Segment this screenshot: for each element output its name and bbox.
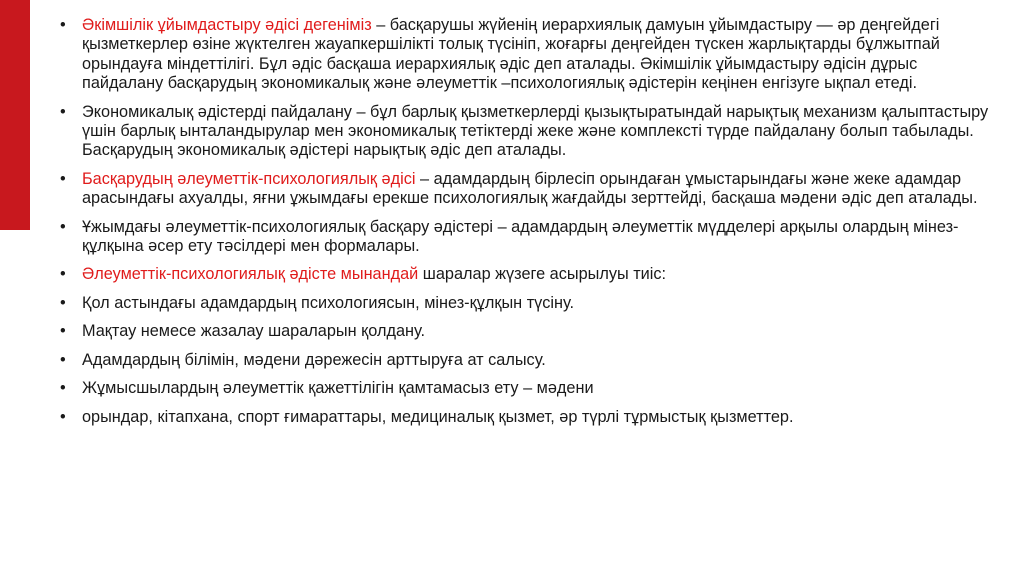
bullet-text: Мақтау немесе жазалау шараларын қолдану. <box>82 322 426 341</box>
bullet-text: Жұмысшылардың әлеуметтік қажеттілігін қамтамасыз ету – мәдени <box>82 379 594 398</box>
bullet-highlight: Басқарудың әлеуметтік-психологиялық әдісі <box>82 169 416 188</box>
bullet-text: – адамдардың бірлесіп орындаған ұмыстарындағы және жеке адамдар арасындағы ахуалды, яғни ұжымдағы ерекше психологиялық жағдайды зерттейді, басқаша мәдени әдіс деп аталады. <box>82 169 978 208</box>
bullet-item-2 <box>60 103 990 161</box>
bullet-dot-icon: • <box>60 217 66 236</box>
bullet-item-6 <box>60 294 990 313</box>
bullet-item-4 <box>60 218 990 257</box>
bullet-text: Адамдардың білімін, мәдени дәрежесін арттыруға ат салысу. <box>82 350 546 369</box>
bullet-text: шаралар жүзеге асырылуы тиіс: <box>418 265 667 284</box>
bullet-item-1 <box>60 16 990 94</box>
bullet-item-3 <box>60 170 990 209</box>
bullet-item-7 <box>60 322 990 341</box>
accent-bar <box>0 0 30 230</box>
bullet-highlight: Әкімшілік ұйымдастыру әдісі дегеніміз <box>82 16 372 34</box>
bullet-dot-icon: • <box>60 293 66 312</box>
bullet-dot-icon: • <box>60 322 66 341</box>
bullet-text: Экономикалық әдістерді пайдалану – бұл барлық қызметкерлерді қызықтыратындай нарықтық механизм қалыптастыру үшін барлық ынталандырулар мен экономикалық тетіктерді жеке және комплексті түрде пайдалану болып табылады. Басқарудың экономикалық әдістері нарықтық әдіс деп аталады. <box>82 102 989 160</box>
bullet-dot-icon: • <box>60 350 66 369</box>
bullet-text: орындар, кітапхана, спорт ғимараттары, медициналық қызмет, әр түрлі тұрмыстық қызметтер. <box>82 407 794 426</box>
bullet-item-10 <box>60 408 990 427</box>
bullet-text: – басқарушы жүйенің иерархиялық дамуын ұйымдастыру — әр деңгейдегі қызметкерлер өзіне жүктелген жауапкершілікті толық түсініп, жоғарғы деңгейден түскен жарлықтарды бұлжытпай орындауға міндеттілігі. Бұл әдіс басқаша иерархиялық әдіс деп аталады. Әкімшілік ұйымдастыру әдісін дұрыс пайдалану басқарудың экономикалық және әлеуметтік –психологиялық әдістерін кеңінен енгізуге ықпал етеді. <box>82 16 940 93</box>
slide-bullet-list <box>60 16 990 436</box>
bullet-highlight: Әлеуметтік-психологиялық әдісте мынандай <box>82 265 419 284</box>
bullet-item-8 <box>60 351 990 370</box>
bullet-dot-icon: • <box>60 169 66 188</box>
bullet-dot-icon: • <box>60 102 66 121</box>
bullet-text: Ұжымдағы әлеуметтік-психологиялық басқару әдістері – адамдардың әлеуметтік мүдделері арқылы олардың мінез-құлқына әсер ету тәсілдері мен формалары. <box>82 217 959 256</box>
bullet-text: Қол астындағы адамдардың психологиясын, мінез-құлқын түсіну. <box>82 293 575 312</box>
bullet-dot-icon: • <box>60 407 66 426</box>
bullet-item-9 <box>60 379 990 398</box>
bullet-dot-icon: • <box>60 379 66 398</box>
bullet-item-5 <box>60 265 990 284</box>
bullet-dot-icon: • <box>60 265 66 284</box>
bullet-dot-icon: • <box>60 16 66 34</box>
